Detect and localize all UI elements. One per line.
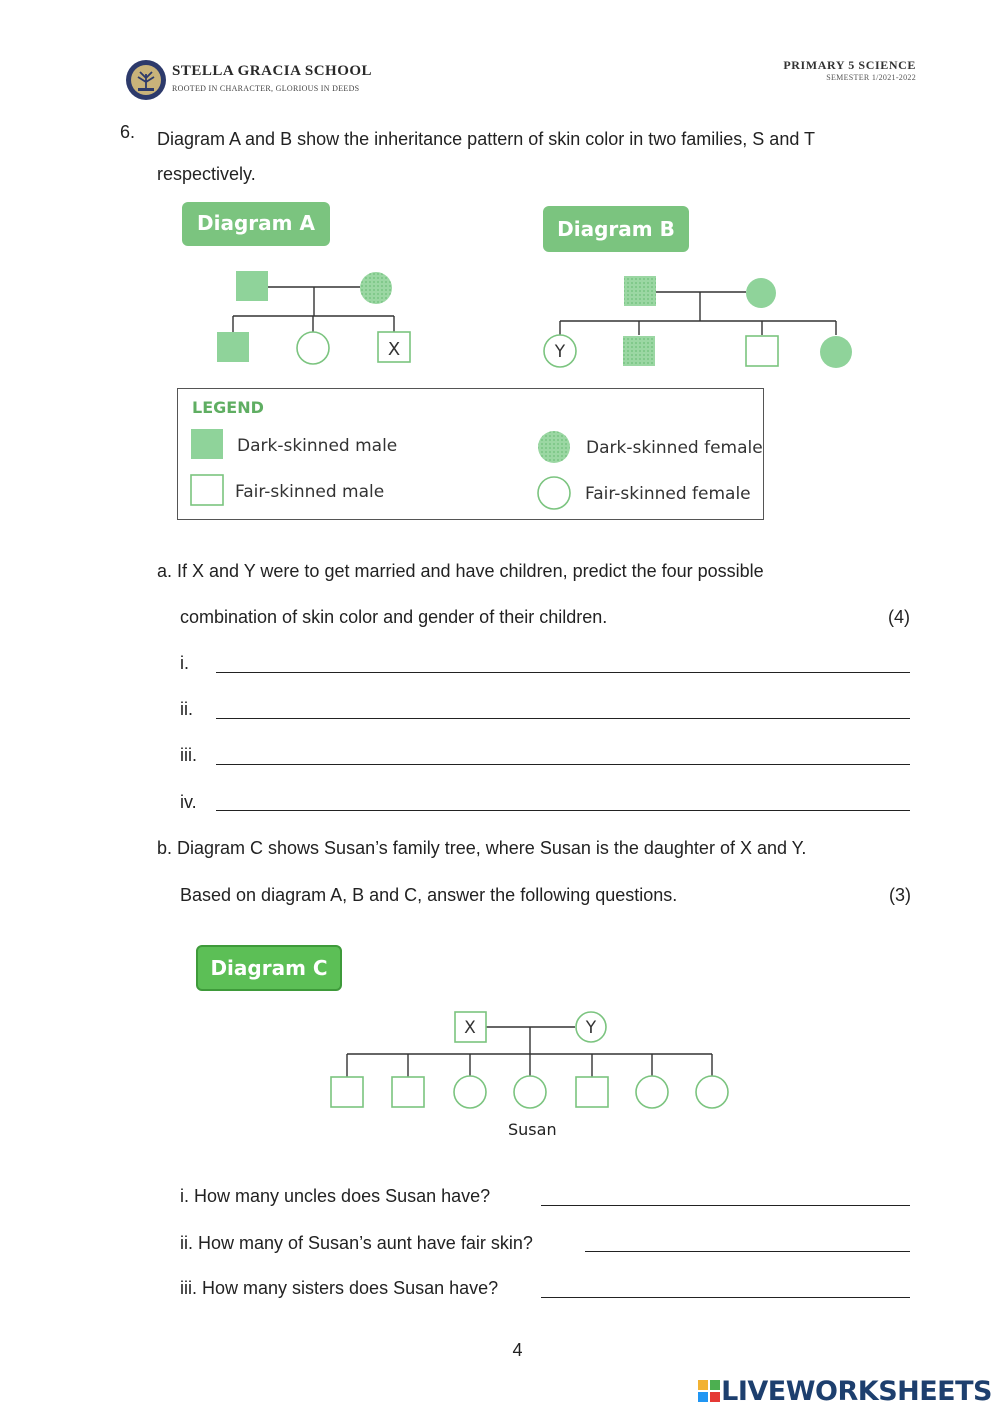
diagram-c-pedigree bbox=[320, 1005, 750, 1115]
diagram-a-daughter-fair bbox=[297, 332, 329, 364]
part-a-prompt-line1: a. If X and Y were to get married and have children, predict the four possible bbox=[157, 561, 764, 581]
subject-title: PRIMARY 5 SCIENCE bbox=[783, 58, 916, 72]
liveworksheets-brand: LIVEWORKSHEETS bbox=[721, 1376, 992, 1407]
diagram-c-child-6-female bbox=[636, 1076, 668, 1108]
diagram-a-father bbox=[236, 271, 268, 301]
diagram-b-son-dark bbox=[623, 336, 655, 366]
answer-iii-blank[interactable] bbox=[216, 764, 910, 765]
answer-iv-blank[interactable] bbox=[216, 810, 910, 811]
diagram-a-mother bbox=[360, 272, 392, 304]
legend-title: LEGEND bbox=[192, 398, 264, 417]
diagram-a-son-dark bbox=[217, 332, 249, 362]
diagram-b-son-fair bbox=[746, 336, 778, 366]
diagram-b-pedigree bbox=[530, 265, 870, 375]
question-b-iii-blank[interactable] bbox=[541, 1297, 910, 1298]
diagram-b-mother bbox=[746, 278, 776, 308]
diagram-c-child-1-male bbox=[331, 1077, 363, 1107]
question-b-ii-blank[interactable] bbox=[585, 1251, 910, 1252]
question-b-iii: iii. How many sisters does Susan have? bbox=[180, 1278, 499, 1298]
answer-i-blank[interactable] bbox=[216, 672, 910, 673]
school-name: STELLA GRACIA SCHOOL bbox=[172, 63, 373, 79]
diagram-c-child-3-female bbox=[454, 1076, 486, 1108]
semester-label: SEMESTER 1/2021-2022 bbox=[826, 73, 916, 82]
answer-iii-label: iii. bbox=[180, 745, 197, 765]
fair-female-symbol bbox=[536, 476, 572, 510]
diagram-b-father bbox=[624, 276, 656, 306]
diagram-b-daughter-dark bbox=[820, 336, 852, 368]
question-b-i: i. How many uncles does Susan have? bbox=[180, 1186, 491, 1206]
legend-fair-male: Fair-skinned male bbox=[235, 482, 385, 502]
diagram-c-x-marker: X bbox=[464, 1018, 476, 1038]
dark-female-symbol bbox=[536, 430, 572, 464]
dark-male-symbol bbox=[190, 428, 226, 462]
question-intro: Diagram A and B show the inheritance pattern of skin color in two families, S and T respectively. bbox=[157, 129, 815, 184]
diagram-a-label: Diagram A bbox=[182, 202, 330, 246]
school-motto: ROOTED IN CHARACTER, GLORIOUS IN DEEDS bbox=[172, 84, 360, 93]
school-logo bbox=[124, 56, 168, 104]
diagram-c-label: Diagram C bbox=[196, 945, 342, 991]
answer-iv-label: iv. bbox=[180, 792, 197, 812]
page-number: 4 bbox=[512, 1340, 523, 1360]
legend-dark-female: Dark-skinned female bbox=[586, 438, 763, 458]
part-b-marks: (3) bbox=[889, 885, 911, 905]
answer-ii-blank[interactable] bbox=[216, 718, 910, 719]
question-b-ii: ii. How many of Susan’s aunt have fair skin? bbox=[180, 1233, 533, 1253]
fair-male-symbol bbox=[190, 474, 226, 508]
diagram-b-y-marker: Y bbox=[554, 342, 566, 362]
part-b-prompt-line1: b. Diagram C shows Susan’s family tree, where Susan is the daughter of X and Y. bbox=[157, 838, 807, 858]
part-b-prompt-line2: Based on diagram A, B and C, answer the following questions. bbox=[180, 885, 678, 905]
diagram-a-pedigree bbox=[200, 260, 440, 370]
legend-fair-female: Fair-skinned female bbox=[585, 484, 751, 504]
answer-i-label: i. bbox=[180, 653, 189, 673]
diagram-c-y-marker: Y bbox=[585, 1018, 597, 1038]
part-a-prompt-line2: combination of skin color and gender of their children. bbox=[180, 607, 608, 627]
diagram-c-child-2-male bbox=[392, 1077, 424, 1107]
question-number: 6. bbox=[120, 122, 136, 142]
diagram-a-x-marker: X bbox=[387, 339, 401, 360]
diagram-b-label: Diagram B bbox=[543, 206, 689, 252]
liveworksheets-logo-icon bbox=[698, 1380, 722, 1404]
legend-dark-male: Dark-skinned male bbox=[237, 436, 398, 456]
answer-ii-label: ii. bbox=[180, 699, 193, 719]
susan-label: Susan bbox=[508, 1120, 557, 1139]
part-a-marks: (4) bbox=[888, 607, 910, 627]
diagram-c-child-5-male bbox=[576, 1077, 608, 1107]
question-b-i-blank[interactable] bbox=[541, 1205, 910, 1206]
diagram-c-susan bbox=[514, 1076, 546, 1108]
diagram-c-child-7-female bbox=[696, 1076, 728, 1108]
